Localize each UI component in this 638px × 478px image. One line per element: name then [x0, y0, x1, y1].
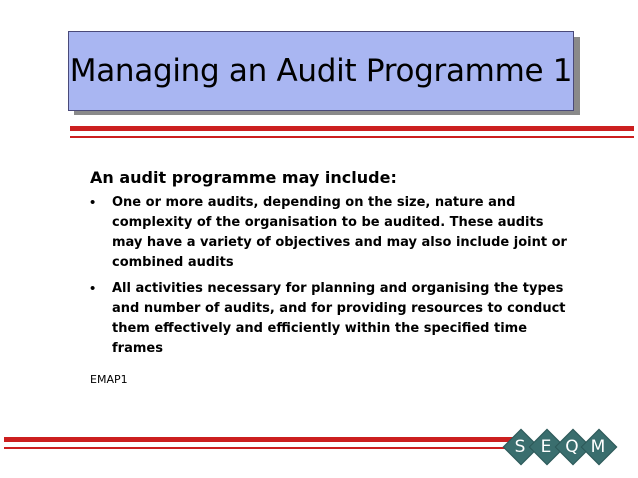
slide-body: [90, 168, 570, 365]
slide-title: Managing an Audit Programme 1: [69, 53, 573, 89]
bullet-icon: •: [90, 280, 96, 297]
bullet-item-2: [90, 279, 570, 359]
top-divider-thin: [70, 136, 634, 138]
bullet-icon: •: [90, 194, 96, 211]
seqm-logo: [505, 429, 615, 463]
bullet-text: One or more audits, depending on the size, nature and complexity of the organisation to be audited. These audits may have a variety of objectives and may also include joint or combined audits: [112, 195, 567, 270]
bottom-divider-thin: [4, 447, 514, 449]
title-box: [68, 31, 574, 111]
logo-letter: Q: [565, 437, 579, 457]
body-heading: An audit programme may include:: [90, 168, 397, 187]
footer-code: EMAP1: [90, 373, 128, 386]
top-divider-thick: [70, 126, 634, 131]
logo-letter: S: [514, 437, 526, 457]
bullet-text: All activities necessary for planning and organising the types and number of audits, and for providing resources to conduct them effectively and efficiently within the specified time frames: [112, 281, 566, 356]
bullet-item-1: [90, 193, 570, 273]
logo-letter: E: [540, 437, 552, 457]
bottom-divider-thick: [4, 437, 514, 442]
logo-letter: M: [590, 437, 606, 457]
bullet-list: [90, 193, 570, 359]
